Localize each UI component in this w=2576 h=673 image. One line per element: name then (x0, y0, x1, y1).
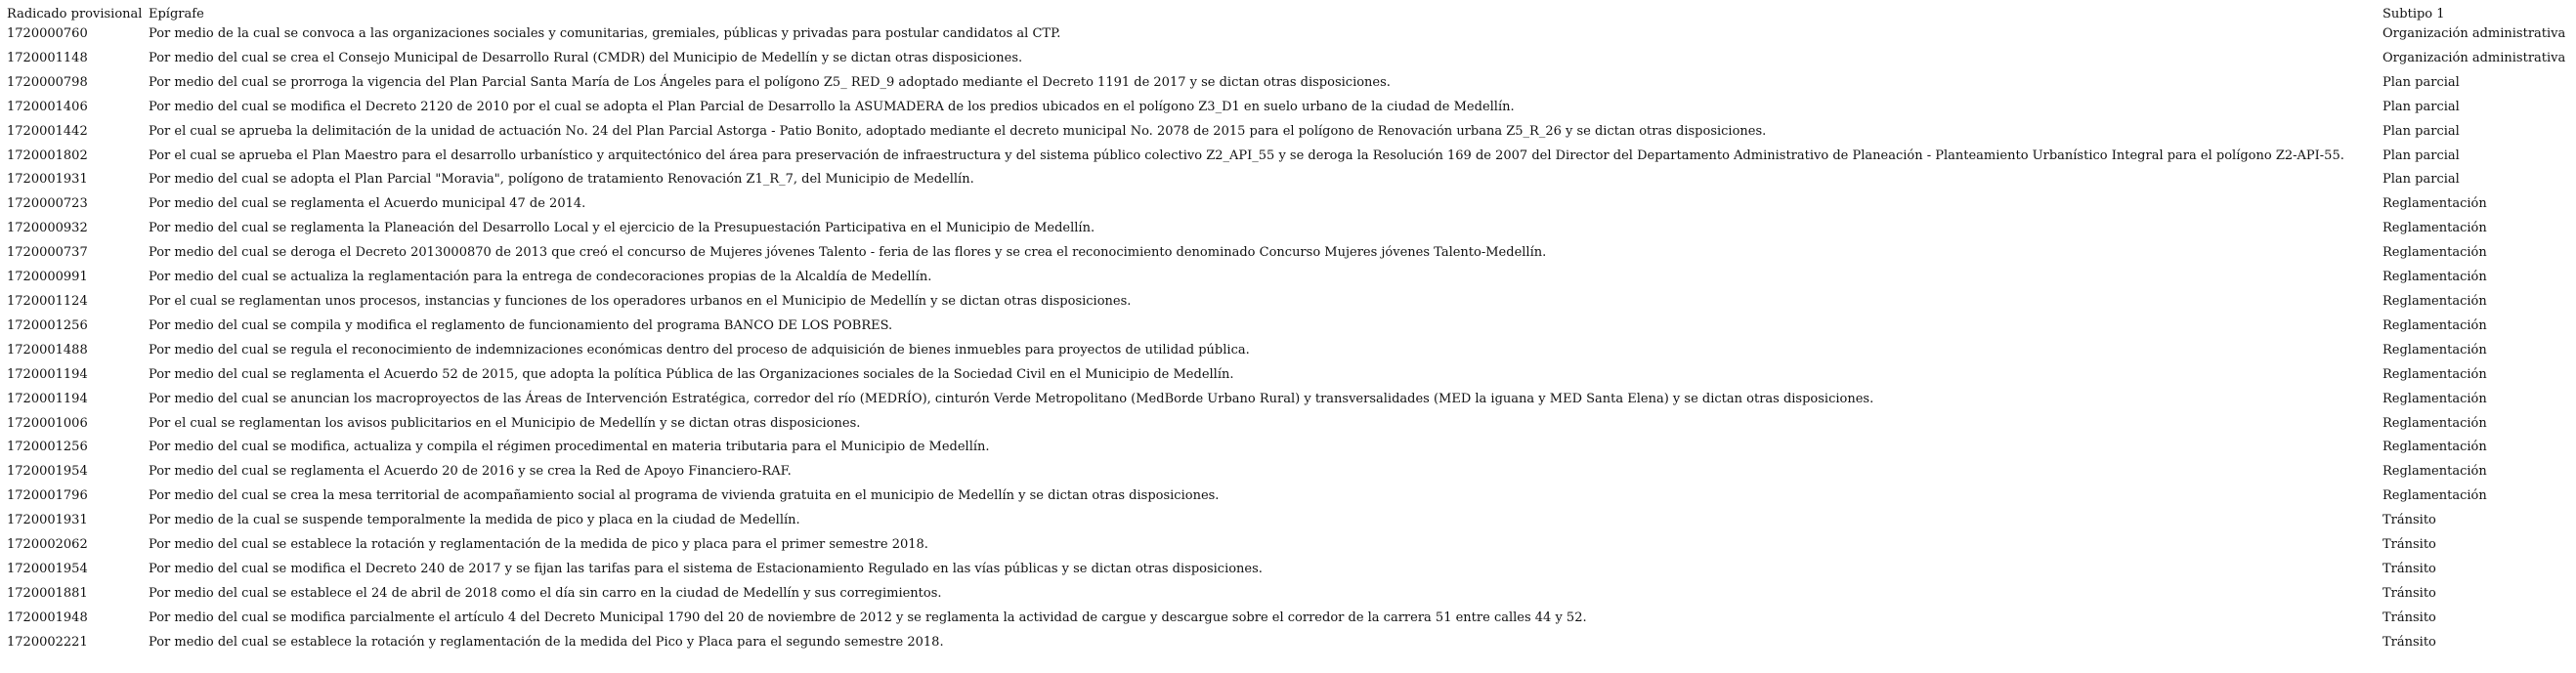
epigrafe-cell[interactable]: Por medio del cual se reglamenta el Acuerdo municipal 47 de 2014. (149, 196, 586, 212)
table-row[interactable] (0, 192, 2576, 217)
table-row[interactable] (0, 436, 2576, 460)
radicado-cell[interactable]: 1720001954 (7, 464, 88, 480)
subtipo-cell[interactable]: Plan parcial (2383, 99, 2460, 114)
epigrafe-cell[interactable]: Por medio del cual se compila y modifica el reglamento de funcionamiento del programa BANCO DE LOS POBRES. (149, 317, 893, 333)
radicado-cell[interactable]: 1720001948 (7, 610, 88, 625)
radicado-cell[interactable]: 1720001442 (7, 123, 88, 139)
radicado-cell[interactable]: 1720001802 (7, 147, 88, 163)
table-row[interactable] (0, 168, 2576, 192)
radicado-cell[interactable]: 1720002062 (7, 537, 88, 553)
epigrafe-cell[interactable]: Por medio del cual se modifica, actualiza y compila el régimen procedimental en materia tributaria para el Municipio de Medellín. (149, 440, 990, 455)
radicado-cell[interactable]: 1720001006 (7, 415, 88, 431)
epigrafe-cell[interactable]: Por medio del cual se establece la rotación y reglamentación de la medida del Pico y Placa para el segundo semestre 2018. (149, 634, 944, 650)
subtipo-cell[interactable]: Reglamentación (2383, 317, 2487, 333)
table-row[interactable] (0, 460, 2576, 484)
subtipo-cell[interactable]: Reglamentación (2383, 391, 2487, 406)
radicado-cell[interactable]: 1720001406 (7, 99, 88, 114)
epigrafe-cell[interactable]: Por el cual se aprueba la delimitación de la unidad de actuación No. 24 del Plan Parcial Astorga - Patio Bonito, adoptado mediante el decreto municipal No. 2078 de 2015 para el polígono de Renovación urbana Z5_R_26 y se dictan otras disposiciones. (149, 123, 1767, 139)
subtipo-cell[interactable]: Tránsito (2383, 513, 2436, 528)
table-row[interactable] (0, 339, 2576, 363)
table-row[interactable] (0, 631, 2576, 655)
subtipo-cell[interactable]: Reglamentación (2383, 488, 2487, 504)
epigrafe-cell[interactable]: Por medio del cual se reglamenta el Acuerdo 52 de 2015, que adopta la política Pública de las Organizaciones sociales de la Sociedad Civil en el Municipio de Medellín. (149, 366, 1234, 382)
epigrafe-cell[interactable]: Por medio del cual se adopta el Plan Parcial "Moravia", polígono de tratamiento Renovación Z1_R_7, del Municipio de Medellín. (149, 172, 974, 188)
spreadsheet-view (0, 6, 2576, 673)
table-row[interactable] (0, 533, 2576, 558)
epigrafe-cell[interactable]: Por medio del cual se regula el reconocimiento de indemnizaciones económicas dentro del proceso de adquisición de bienes inmuebles para proyectos de utilidad pública. (149, 342, 1250, 358)
epigrafe-cell[interactable]: Por medio del cual se modifica el Decreto 2120 de 2010 por el cual se adopta el Plan Parcial de Desarrollo la ASUMADERA de los predios ubicados en el polígono Z3_D1 en suelo urbano de la ciudad de Medellín. (149, 99, 1515, 114)
table-body (0, 22, 2576, 655)
radicado-cell[interactable]: 1720001931 (7, 513, 88, 528)
subtipo-cell[interactable]: Reglamentación (2383, 293, 2487, 309)
subtipo-cell[interactable]: Tránsito (2383, 634, 2436, 650)
subtipo-cell[interactable]: Reglamentación (2383, 366, 2487, 382)
subtipo-cell[interactable]: Tránsito (2383, 537, 2436, 553)
table-row[interactable] (0, 22, 2576, 47)
radicado-cell[interactable]: 1720001954 (7, 561, 88, 576)
epigrafe-cell[interactable]: Por medio del cual se anuncian los macroproyectos de las Áreas de Intervención Estratégica, corredor del río (MEDRÍO), cinturón Verde Metropolitano (MedBorde Urbano Rural) y transversalidades (MED la iguana y MED Santa Elena) y se dictan otras disposiciones. (149, 391, 1874, 406)
subtipo-cell[interactable]: Reglamentación (2383, 196, 2487, 212)
epigrafe-cell[interactable]: Por el cual se reglamentan unos procesos, instancias y funciones de los operadores urbanos en el Municipio de Medellín y se dictan otras disposiciones. (149, 293, 1132, 309)
subtipo-cell[interactable]: Plan parcial (2383, 123, 2460, 139)
column-header-radicado[interactable]: Radicado provisional (7, 7, 143, 21)
header-row (0, 6, 2576, 22)
subtipo-cell[interactable]: Reglamentación (2383, 415, 2487, 431)
subtipo-cell[interactable]: Tránsito (2383, 585, 2436, 601)
epigrafe-cell[interactable]: Por medio del cual se establece la rotación y reglamentación de la medida de pico y placa para el primer semestre 2018. (149, 537, 928, 553)
epigrafe-cell[interactable]: Por medio de la cual se convoca a las organizaciones sociales y comunitarias, gremiales, públicas y privadas para postular candidatos al CTP. (149, 26, 1061, 41)
table-row[interactable] (0, 363, 2576, 388)
subtipo-cell[interactable]: Plan parcial (2383, 74, 2460, 90)
radicado-cell[interactable]: 1720001124 (7, 293, 88, 309)
column-header-epigrafe[interactable]: Epígrafe (149, 7, 204, 21)
epigrafe-cell[interactable]: Por el cual se aprueba el Plan Maestro para el desarrollo urbanístico y arquitectónico del área para preservación de infraestructura y del sistema público colectivo Z2_API_55 y se deroga la Resolución 169 de 2007 del Director del Departamento Administrativo de Planeación - Planteamiento Urbanístico Integral para el polígono Z2-API-55. (149, 147, 2344, 163)
radicado-cell[interactable]: 1720000760 (7, 26, 88, 41)
radicado-cell[interactable]: 1720000991 (7, 270, 88, 285)
epigrafe-cell[interactable]: Por medio del cual se reglamenta el Acuerdo 20 de 2016 y se crea la Red de Apoyo Financiero-RAF. (149, 464, 792, 480)
table-row[interactable] (0, 315, 2576, 339)
subtipo-cell[interactable]: Reglamentación (2383, 342, 2487, 358)
table-row[interactable] (0, 290, 2576, 315)
radicado-cell[interactable]: 1720000737 (7, 245, 88, 261)
epigrafe-cell[interactable]: Por medio del cual se actualiza la reglamentación para la entrega de condecoraciones propias de la Alcaldía de Medellín. (149, 270, 932, 285)
table-row[interactable] (0, 266, 2576, 290)
subtipo-cell[interactable]: Tránsito (2383, 561, 2436, 576)
radicado-cell[interactable]: 1720001148 (7, 50, 88, 65)
subtipo-cell[interactable]: Reglamentación (2383, 464, 2487, 480)
table-row[interactable] (0, 96, 2576, 120)
radicado-cell[interactable]: 1720001194 (7, 366, 88, 382)
radicado-cell[interactable]: 1720001256 (7, 317, 88, 333)
epigrafe-cell[interactable]: Por medio del cual se establece el 24 de abril de 2018 como el día sin carro en la ciudad de Medellín y sus corregimientos. (149, 585, 942, 601)
table-row[interactable] (0, 145, 2576, 169)
radicado-cell[interactable]: 1720001796 (7, 488, 88, 504)
table-row[interactable] (0, 582, 2576, 607)
subtipo-cell[interactable]: Tránsito (2383, 610, 2436, 625)
subtipo-cell[interactable]: Organización administrativa (2383, 26, 2566, 41)
subtipo-cell[interactable]: Reglamentación (2383, 221, 2487, 236)
table-row[interactable] (0, 509, 2576, 533)
table-row[interactable] (0, 607, 2576, 631)
table-row[interactable] (0, 47, 2576, 71)
epigrafe-cell[interactable]: Por medio del cual se modifica parcialmente el artículo 4 del Decreto Municipal 1790 del 20 de noviembre de 2012 y se reglamenta la actividad de cargue y descargue sobre el corredor de la carrera 51 entre calles 44 y 52. (149, 610, 1587, 625)
table-row[interactable] (0, 388, 2576, 412)
subtipo-cell[interactable]: Plan parcial (2383, 147, 2460, 163)
epigrafe-cell[interactable]: Por medio del cual se reglamenta la Planeación del Desarrollo Local y el ejercicio de la Presupuestación Participativa en el Municipio de Medellín. (149, 221, 1095, 236)
epigrafe-cell[interactable]: Por medio del cual se crea la mesa territorial de acompañamiento social al programa de vivienda gratuita en el municipio de Medellín y se dictan otras disposiciones. (149, 488, 1220, 504)
epigrafe-cell[interactable]: Por medio del cual se deroga el Decreto 2013000870 de 2013 que creó el concurso de Mujeres jóvenes Talento - feria de las flores y se crea el reconocimiento denominado Concurso Mujeres jóvenes Talento-Medellín. (149, 245, 1547, 261)
table-row[interactable] (0, 71, 2576, 96)
subtipo-cell[interactable]: Reglamentación (2383, 245, 2487, 261)
epigrafe-cell[interactable]: Por medio del cual se crea el Consejo Municipal de Desarrollo Rural (CMDR) del Municipio de Medellín y se dictan otras disposiciones. (149, 50, 1023, 65)
subtipo-cell[interactable]: Organización administrativa (2383, 50, 2566, 65)
subtipo-cell[interactable]: Reglamentación (2383, 440, 2487, 455)
radicado-cell[interactable]: 1720000723 (7, 196, 88, 212)
table-row[interactable] (0, 412, 2576, 437)
radicado-cell[interactable]: 1720001488 (7, 342, 88, 358)
table-row[interactable] (0, 484, 2576, 509)
table-row[interactable] (0, 558, 2576, 582)
radicado-cell[interactable]: 1720001931 (7, 172, 88, 188)
epigrafe-cell[interactable]: Por medio del cual se modifica el Decreto 240 de 2017 y se fijan las tarifas para el sistema de Estacionamiento Regulado en las vías públicas y se dictan otras disposiciones. (149, 561, 1263, 576)
table-row[interactable] (0, 120, 2576, 145)
radicado-cell[interactable]: 1720000932 (7, 221, 88, 236)
column-header-subtipo[interactable]: Subtipo 1 (2383, 7, 2445, 21)
subtipo-cell[interactable]: Reglamentación (2383, 270, 2487, 285)
decrees-table (0, 6, 2576, 655)
table-row[interactable] (0, 217, 2576, 241)
table-header (0, 6, 2576, 22)
table-row[interactable] (0, 241, 2576, 266)
epigrafe-cell[interactable]: Por medio de la cual se suspende temporalmente la medida de pico y placa en la ciudad de Medellín. (149, 513, 800, 528)
radicado-cell[interactable]: 1720002221 (7, 634, 88, 650)
epigrafe-cell[interactable]: Por el cual se reglamentan los avisos publicitarios en el Municipio de Medellín y se dictan otras disposiciones. (149, 415, 861, 431)
radicado-cell[interactable]: 1720000798 (7, 74, 88, 90)
epigrafe-cell[interactable]: Por medio del cual se prorroga la vigencia del Plan Parcial Santa María de Los Ángeles para el polígono Z5_ RED_9 adoptado mediante el Decreto 1191 de 2017 y se dictan otras disposiciones. (149, 74, 1391, 90)
radicado-cell[interactable]: 1720001256 (7, 440, 88, 455)
subtipo-cell[interactable]: Plan parcial (2383, 172, 2460, 188)
radicado-cell[interactable]: 1720001194 (7, 391, 88, 406)
radicado-cell[interactable]: 1720001881 (7, 585, 88, 601)
